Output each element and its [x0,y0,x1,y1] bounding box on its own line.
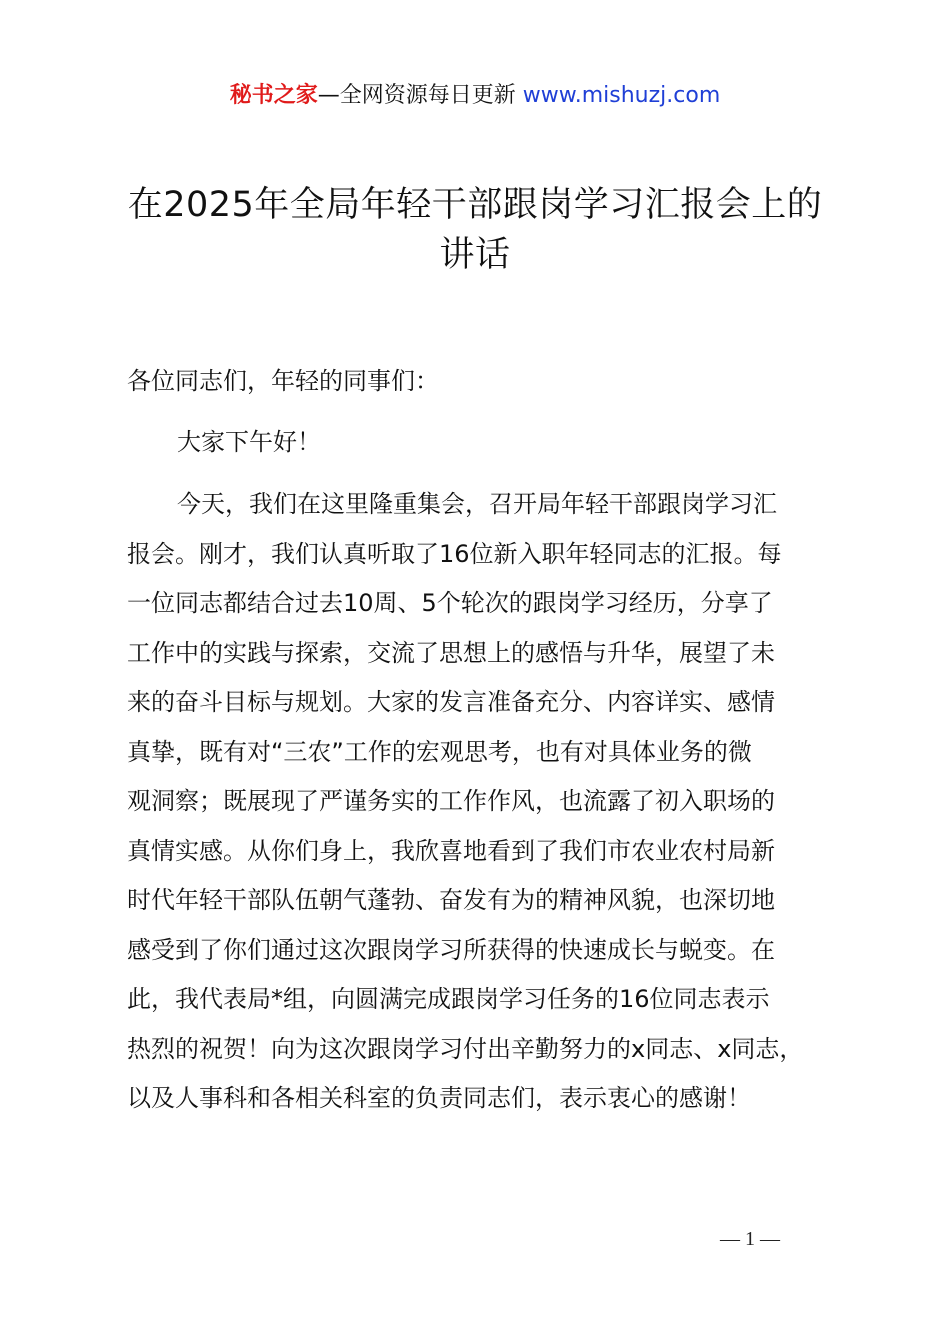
paragraph-line: 以及人事科和各相关科室的负责同志们，表示衷心的感谢！ [127,1084,751,1112]
paragraph-line: 工作中的实践与探索，交流了思想上的感悟与升华，展望了未 [127,638,775,667]
paragraph-line: 时代年轻干部队伍朝气蓬勃、奋发有为的精神风貌，也深切地 [127,886,775,914]
salutation: 各位同志们，年轻的同事们： [127,367,439,395]
paragraph-line: 真挚，既有对“三农”工作的宏观思考，也有对具体业务的微 [127,737,752,766]
banner-slogan: —全网资源每日更新 [317,83,516,108]
body-paragraph [127,486,837,1130]
document-title: 在2025年全局年轻干部跟岗学习汇报会上的讲话 [127,185,823,275]
paragraph-line: 此，我代表局*组，向圆满完成跟岗学习任务的16位同志表示 [127,985,770,1013]
page-number: — 1 — [720,1228,780,1250]
paragraph-line: 真情实感。从你们身上，我欣喜地看到了我们市农业农村局新 [127,836,775,865]
paragraph-line: 热烈的祝贺！向为这次跟岗学习付出辛勤努力的x同志、x同志， [127,1034,804,1063]
site-url-link[interactable]: www.mishuzj.com [522,83,721,108]
greeting: 大家下午好！ [177,428,321,456]
brand-name: 秘书之家 [229,83,318,108]
paragraph-line: 来的奋斗目标与规划。大家的发言准备充分、内容详实、感情 [127,688,775,716]
site-banner [0,79,950,113]
paragraph-line: 观洞察；既展现了严谨务实的工作作风，也流露了初入职场的 [127,787,775,815]
paragraph-line: 感受到了你们通过这次跟岗学习所获得的快速成长与蜕变。在 [127,935,775,964]
paragraph-line: 今天，我们在这里隆重集会，召开局年轻干部跟岗学习汇 [177,490,777,518]
paragraph-line: 报会。刚才，我们认真听取了16位新入职年轻同志的汇报。每 [127,539,782,568]
paragraph-line: 一位同志都结合过去10周、5个轮次的跟岗学习经历，分享了 [127,589,773,617]
